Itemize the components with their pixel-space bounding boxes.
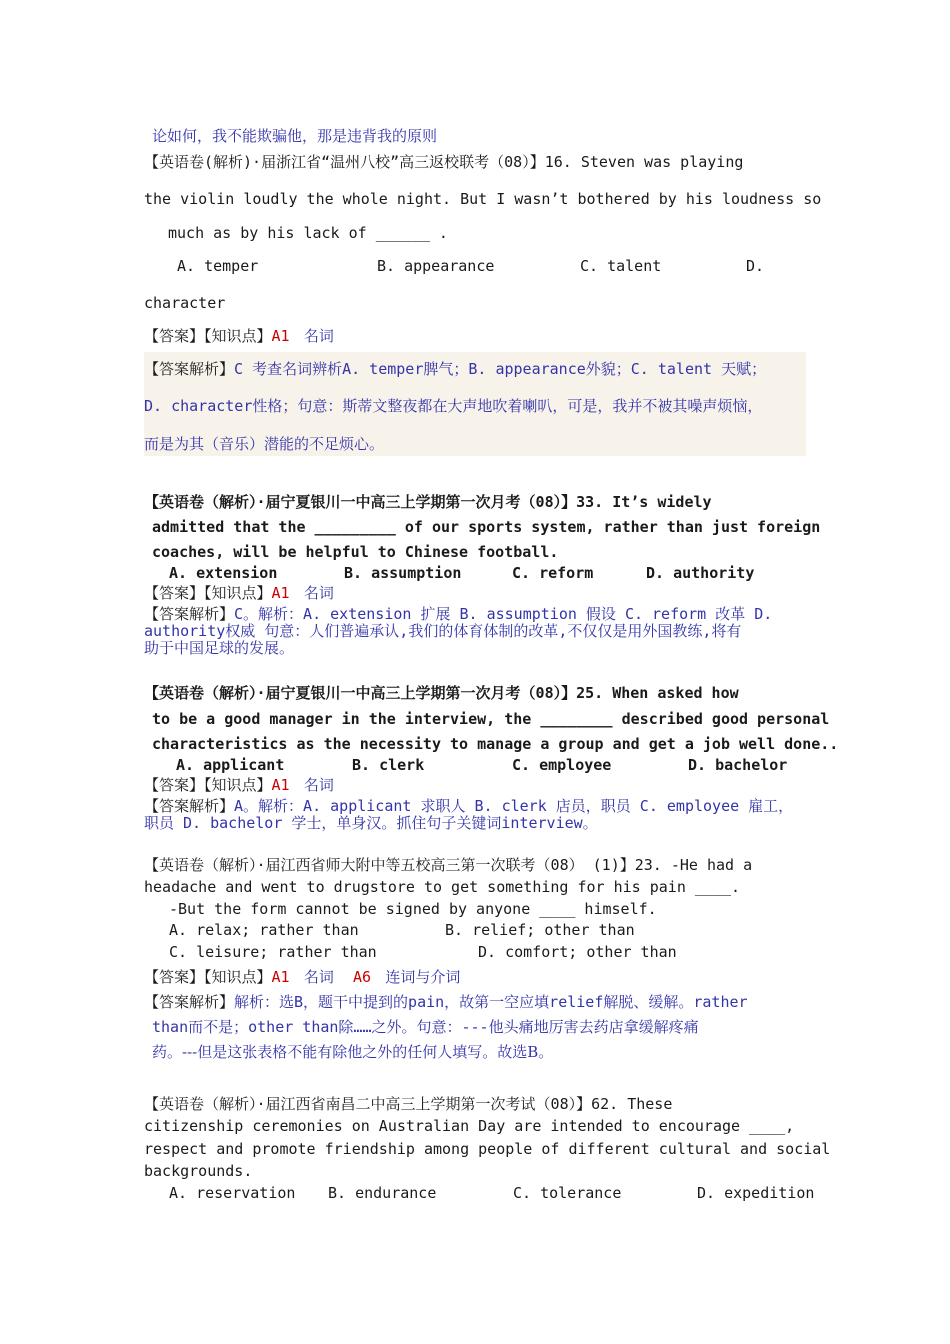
question-text: respect and promote friendship among people of different cultural and social	[144, 1140, 831, 1158]
option-d: D. bachelor	[688, 756, 788, 774]
knowledge-topic-2: 连词与介词	[385, 968, 461, 986]
knowledge-code: A1	[271, 327, 290, 345]
explanation-tag: 【答案解析】	[144, 993, 235, 1011]
question-header: 【英语卷（解析）·届宁夏银川一中高三上学期第一次月考（08）】25. When asked how	[144, 684, 739, 702]
option-d: D. authority	[646, 564, 755, 582]
option-b: B. relief; other than	[445, 921, 635, 939]
explanation-text: than而不是；other than除……之外。句意：---他头痛地厉害去药店拿缓解疼痛	[152, 1018, 699, 1036]
explanation-text: 而是为其（音乐）潜能的不足烦心。	[144, 435, 385, 453]
option-b: B. appearance	[377, 257, 495, 275]
knowledge-code-2: A6	[352, 968, 372, 986]
option-d-text: character	[144, 294, 226, 312]
explanation-text: 解析：选B，题干中提到的pain，故第一空应填relief解脱、缓解。rather	[234, 993, 748, 1011]
question-text: to be a good manager in the interview, the ________ described good personal	[152, 710, 830, 728]
continued-explanation-line: 论如何，我不能欺骗他，那是违背我的原则	[152, 127, 438, 145]
explanation-line	[144, 359, 766, 379]
knowledge-code: A1	[271, 968, 290, 986]
option-c: C. reform	[512, 564, 594, 582]
answer-line	[144, 967, 460, 987]
knowledge-code: A1	[271, 776, 290, 794]
explanation-text: C 考查名词辨析A. temper脾气；B. appearance外貌；C. talent 天赋；	[234, 360, 767, 378]
question-text: headache and went to drugstore to get something for his pain ____.	[144, 878, 741, 896]
option-c: C. tolerance	[513, 1184, 622, 1202]
question-text: -But the form cannot be signed by anyone ____ himself.	[169, 900, 657, 918]
explanation-tag: 【答案解析】	[144, 797, 235, 815]
question-text: coaches, will be helpful to Chinese football.	[152, 543, 559, 561]
option-b: B. endurance	[328, 1184, 437, 1202]
question-text: characteristics as the necessity to manage a group and get a job well done..	[152, 735, 839, 753]
option-b: B. assumption	[344, 564, 462, 582]
explanation-text: 药。---但是这张表格不能有除他之外的任何人填写。故选B。	[152, 1043, 554, 1061]
answer-tag: 【答案】【知识点】	[144, 776, 272, 794]
answer-tag: 【答案】【知识点】	[144, 584, 272, 602]
explanation-text: C。解析：A. extension 扩展 B. assumption 假设 C. reform 改革 D.	[234, 605, 773, 623]
option-d: D. expedition	[697, 1184, 815, 1202]
option-b: B. clerk	[352, 756, 425, 774]
question-text: much as by his lack of ______ .	[168, 224, 448, 242]
question-header: 【英语卷(解析)·届浙江省“温州八校”高三返校联考（08）】16. Steven was playing	[144, 153, 744, 171]
knowledge-code: A1	[271, 584, 290, 602]
option-a: A. reservation	[169, 1184, 296, 1202]
question-text: backgrounds.	[144, 1162, 253, 1180]
answer-line	[144, 583, 334, 603]
option-c: C. leisure; rather than	[169, 943, 377, 961]
explanation-tag: 【答案解析】	[144, 360, 235, 378]
option-c: C. talent	[580, 257, 662, 275]
option-d: D.	[746, 257, 765, 275]
option-c: C. employee	[512, 756, 612, 774]
option-d: D. comfort; other than	[478, 943, 677, 961]
answer-line	[144, 326, 334, 346]
knowledge-topic: 名词	[303, 584, 334, 602]
knowledge-topic: 名词	[303, 968, 334, 986]
question-header: 【英语卷（解析）·届江西省南昌二中高三上学期第一次考试（08）】62. These	[144, 1095, 673, 1113]
explanation-text: A。解析：A. applicant 求职人 B. clerk 店员，职员 C. employee 雇工，	[234, 797, 794, 815]
question-header: 【英语卷（解析）·届江西省师大附中等五校高三第一次联考（08） (1)】23. -He had a	[144, 856, 753, 874]
option-a: A. applicant	[176, 756, 285, 774]
option-a: A. temper	[177, 257, 259, 275]
answer-tag: 【答案】【知识点】	[144, 327, 272, 345]
question-text: citizenship ceremonies on Australian Day are intended to encourage ____,	[144, 1117, 795, 1135]
explanation-tag: 【答案解析】	[144, 605, 235, 623]
question-header: 【英语卷（解析）·届宁夏银川一中高三上学期第一次月考（08）】33. It’s widely	[144, 493, 712, 511]
knowledge-topic: 名词	[303, 327, 334, 345]
explanation-text: 助于中国足球的发展。	[144, 639, 295, 657]
option-a: A. extension	[169, 564, 278, 582]
option-a: A. relax; rather than	[169, 921, 359, 939]
knowledge-topic: 名词	[303, 776, 334, 794]
question-text: admitted that the _________ of our sports system, rather than just foreign	[152, 518, 821, 536]
explanation-text: authority权威 句意：人们普遍承认,我们的体育体制的改革,不仅仅是用外国教练,将有	[144, 622, 742, 640]
explanation-text: 职员 D. bachelor 学士，单身汉。抓住句子关键词interview。	[144, 814, 598, 832]
answer-tag: 【答案】【知识点】	[144, 968, 272, 986]
explanation-text: D. character性格；句意：斯蒂文整夜都在大声地吹着喇叭，可是，我并不被其噪声烦恼，	[144, 397, 763, 415]
explanation-line	[144, 992, 748, 1012]
answer-line	[144, 775, 334, 795]
question-text: the violin loudly the whole night. But I wasn’t bothered by his loudness so	[144, 190, 822, 208]
